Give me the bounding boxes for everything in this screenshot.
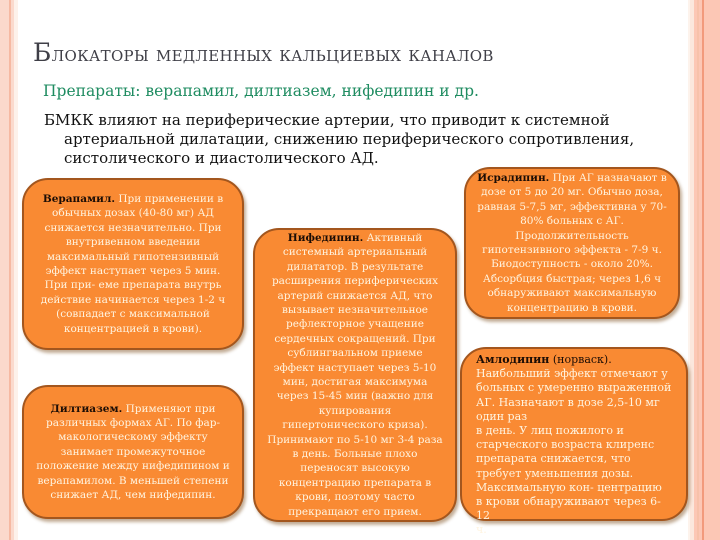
verapamil-box [22,178,244,350]
amlodipine-line: АГ. Назначают в дозе 2,5-10 мг [476,395,660,409]
right-border-line-1 [690,0,694,540]
amlodipine-line: один раз [476,409,528,423]
amlodipine-line: в крови обнаруживают через 6-12 [476,495,661,523]
amlodipine-name: Амлодипин [476,353,550,366]
verapamil-text: При применении в обычных дозах (40-80 мг) АД снижается незначительно. При внутривенном введении максимальный гипотензивный эффект наступает через 5 мин. При при- еме препарата внутрь действие начинается через 1-2 ч (совпадает с максимальной концентрацией в крови). [40,192,226,335]
amlodipine-line: требует уменьшения дозы. [476,466,634,480]
amlodipine-line: старческого возраста клиренс [476,438,655,452]
isradipine-box [464,167,680,319]
intro-line-1: БМКК влияют на периферические артерии, что приводит к системной [44,111,610,129]
nifedipine-text: Активный системный артериальный дилататор. В результате расширения периферических артерий снижается АД, что вызывает незначительное рефлекторное учащение сердечных сокращений. При сублингвальном приеме эффект наступает через 5-10 мин, достигая максимума через 15-45 мин (важно для купирования гипертонического криза). Принимают по 5-10 мг 3-4 раза в день. Больные плохо переносят высокую концентрацию препарата в крови, поэтому часто прекращают его прием. [267,231,443,518]
title-rest: локаторы медленных кальциевых каналов [51,42,494,66]
amlodipine-box [460,347,688,537]
amlodipine-line: препарата снижается, что [476,452,631,466]
amlodipine-line: в день. У лиц пожилого и [476,424,624,438]
right-border-line-3 [702,0,704,540]
title-first-letter: Б [33,38,52,67]
diltiazem-name: Дилтиазем. [50,402,123,415]
isradipine-name: Исрадипин. [477,171,550,184]
slide-subtitle: Препараты: верапамил, дилтиазем, нифедипин и др. [43,82,479,100]
amlodipine-line: ч. [476,523,487,537]
slide-title [33,38,494,67]
intro-paragraph [44,111,664,168]
nifedipine-box [253,228,457,522]
left-border-line [9,0,11,540]
left-decorative-border [0,0,14,540]
isradipine-text: При АГ назначают в дозе от 5 до 20 мг. Обычно доза, равная 5-7,5 мг, эффективна у 70-80% больных с АГ. Продолжительность гипотензивного эффекта - 7-9 ч. Биодоступность - около 20%. Абсорбция быстрая; через 1,6 ч обнаруживают максимальную концентрацию в крови. [477,171,667,314]
amlodipine-note: (норваск). [549,353,612,366]
diltiazem-text: Применяют при различных формах АГ. По фар- макологическому эффекту занимает промежуточное положение между нифедипином и верапамилом. В меньшей степени снижает АД, чем нифедипин. [36,402,230,502]
diltiazem-box [22,385,244,519]
left-border-inner [14,0,18,540]
verapamil-name: Верапамил. [42,192,116,205]
amlodipine-line: Максимальную кон- центрацию [476,480,662,494]
intro-line-2: артериальной дилатации, снижению периферического сопротивления, [64,130,635,148]
intro-line-3: систолического и диастолического АД. [64,149,379,167]
amlodipine-line: больных с умеренно выраженной [476,381,672,395]
right-border-line-2 [697,0,699,540]
nifedipine-name: Нифедипин. [287,231,364,244]
right-decorative-border [690,0,720,540]
amlodipine-line: Наибольший эффект отмечают у [476,367,668,381]
